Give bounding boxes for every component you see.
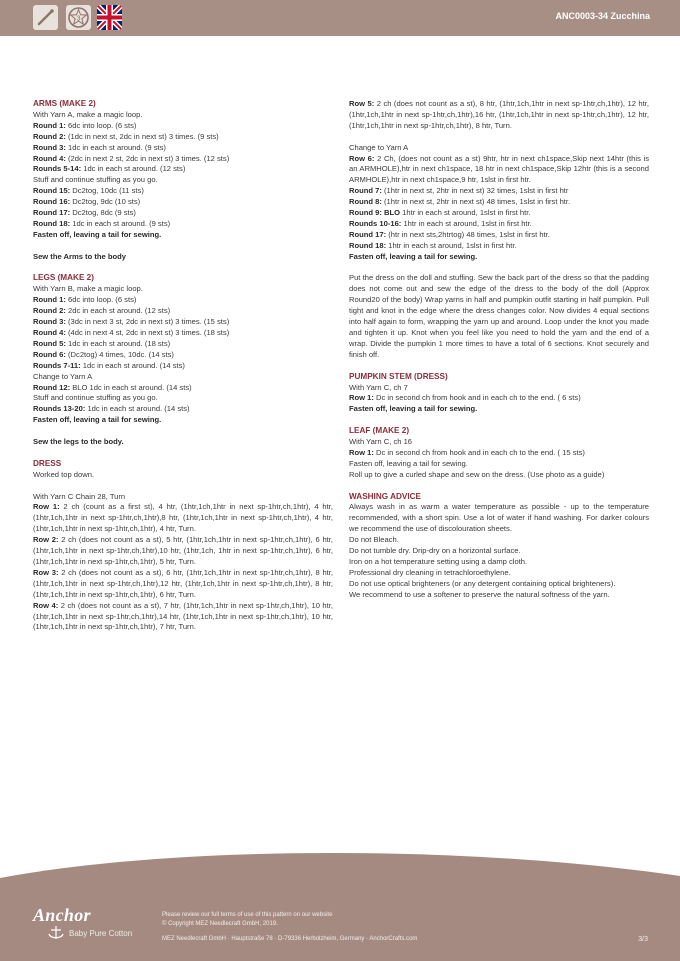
step-text: 1dc in each st around. (18 sts) (65, 338, 171, 348)
step-text: BLO 1dc in each st around. (14 sts) (70, 382, 192, 392)
step-label: Round 4: (33, 328, 66, 337)
section-heading: WASHING ADVICE (349, 491, 422, 501)
instruction-line (349, 186, 649, 197)
step-text: Fasten off, leaving a tail for sewing. (349, 458, 468, 468)
crochet-hook-icon (33, 5, 58, 30)
step-label: Row 6: (349, 153, 375, 163)
step-text: Change to Yarn A (33, 371, 93, 381)
step-text: Roll up to give a curled shape and sew on the dress. (Use photo as a guide) (349, 469, 605, 479)
step-label: Rounds 7-11: (33, 360, 81, 370)
step-text: Dc2tog, 9dc (10 sts) (70, 197, 141, 207)
spacer (33, 448, 333, 459)
instruction-line (33, 601, 333, 634)
brand-name: Anchor (33, 905, 91, 925)
step-label: Round 12: (33, 382, 71, 392)
instruction-line (349, 404, 649, 415)
step-text: 6dc into loop. (6 sts) (65, 295, 137, 305)
instruction-line (33, 372, 333, 383)
instruction-line (33, 415, 333, 426)
section-heading: LEGS (MAKE 2) (33, 273, 94, 283)
step-label: Round 17: (349, 229, 387, 239)
step-label: Row 5: (349, 99, 375, 108)
instruction-line (349, 579, 649, 590)
instruction-line (33, 154, 333, 165)
step-label: Sew the Arms to the body (33, 251, 126, 261)
step-text: 1dc in each st around. (14 sts) (85, 404, 190, 414)
instruction-line (349, 557, 649, 568)
step-label: Round 2: (33, 306, 66, 316)
step-label: Round 1: (33, 120, 66, 130)
step-label: Row 1: (349, 447, 374, 457)
instruction-line (349, 535, 649, 546)
step-label: Round 18: (349, 240, 387, 250)
instruction-line (33, 219, 333, 230)
step-text: (1htr in next st, 2htr in next st) 32 times, 1slst in first htr (381, 186, 569, 196)
copyright-line: © Copyright MEZ Needlecraft GmbH, 2019. (162, 920, 278, 927)
step-label: Row 4: (33, 600, 59, 610)
step-text: 1htr in each st around, 1slst in first htr. (400, 208, 531, 218)
step-text: Worked top down. (33, 469, 95, 479)
step-text: With Yarn A, make a magic loop. (33, 109, 143, 119)
instruction-line (349, 393, 649, 404)
spacer (349, 263, 649, 274)
step-label: Round 5: (33, 338, 66, 348)
step-label: Fasten off, leaving a tail for sewing. (349, 251, 478, 261)
anchor-icon (47, 925, 65, 941)
step-text: 1htr in each st around, 1slst in first htr. (401, 218, 532, 228)
instruction-line (349, 590, 649, 601)
instruction-line (33, 110, 333, 121)
step-text: Stuff and continue stuffing as you go. (33, 175, 158, 185)
step-text: We recommend to use a softener to preserve the natural softness of the yarn. (349, 589, 610, 599)
instruction-line (349, 502, 649, 535)
instruction-line (33, 284, 333, 295)
spacer (349, 415, 649, 426)
step-text: Do not tumble dry. Drip-dry on a horizontal surface. (349, 546, 521, 556)
step-text: 2 Ch, (does not count as a st) 9htr, htr in next ch1space,Skip next 14htr (this is an ARMHOLE),htr in next ch1space, 18 htr in next ch1space,Skip 12htr (this is a second ARMHOLE),htr in next ch1space,9 htr, 1slst in first htr. (349, 153, 649, 185)
instruction-line (349, 273, 649, 360)
step-text: Dc2tog, 10dc (11 sts) (70, 186, 144, 196)
step-text: Dc in second ch from hook and in each ch to the end. ( 6 sts) (373, 393, 581, 403)
anchor-logo (33, 905, 133, 938)
instruction-line (33, 175, 333, 186)
step-label: Row 1: (349, 393, 374, 403)
instruction-line (33, 404, 333, 415)
spacer (33, 426, 333, 437)
step-label: Round 16: (33, 197, 71, 207)
terms-text (162, 911, 332, 928)
instruction-line (33, 121, 333, 132)
step-text: Change to Yarn A (349, 142, 409, 152)
instruction-line (349, 383, 649, 394)
header-bar (0, 0, 680, 36)
instruction-line (33, 492, 333, 503)
instruction-line (33, 502, 333, 535)
step-text: Always wash in as warm a water temperature as possible - up to the temperature recommended, with a short spin. Use a lot of water if hand washing. For darker colours we recommend the use of discolouration sheets. (349, 502, 649, 534)
instruction-line (33, 132, 333, 143)
instruction-line (33, 470, 333, 481)
step-label: Round 8: (349, 197, 382, 207)
step-label: Round 3: (33, 142, 66, 152)
spacer (33, 481, 333, 492)
instruction-line (349, 568, 649, 579)
step-text: (4dc in next 4 st, 2dc in next st) 3 times. (18 sts) (65, 328, 230, 337)
step-text: (1dc in next st, 2dc in next st) 3 times. (9 sts) (65, 131, 219, 141)
step-text: (1htr in next st, 2htr in next st) 48 times, 1slst in first htr. (381, 197, 571, 207)
step-label: Round 17: (33, 208, 71, 218)
instruction-line (349, 230, 649, 241)
page-number: 3/3 (638, 936, 648, 943)
instruction-line (349, 241, 649, 252)
spacer (349, 481, 649, 492)
step-label: Round 3: (33, 317, 66, 327)
step-label: Row 1: (33, 502, 60, 512)
step-text: Dc in second ch from hook and in each ch to the end. ( 15 sts) (373, 447, 585, 457)
step-text: Stuff and continue stuffing as you go. (33, 393, 158, 403)
step-text: Put the dress on the doll and stuffing. Sew the back part of the dress so that the padding does not come out and sew the edge of the dress to the body of the doll (Approx Round20 of the body) Wrap yarns in half and pumpkin outfit starting in half pumpkin. Pull tight and knot in the edge where the dress changes color. Now divides 4 equal sections into half again to form, wrapping the yarn up and around. Loop under the knot you made and tighten it up. Knot when you feel like you need to hold the yarn and the end of a wrap. Divide the pumpkin 1 more times to have a total of 6 sections. Knot securely and finish off. (349, 273, 649, 359)
instruction-line (33, 383, 333, 394)
instruction-line (33, 306, 333, 317)
step-text: 2 ch (does not count as a st), 6 htr, (1htr,1ch,1htr in next sp-1htr,ch,1htr), 8 htr, (1htr,1ch,1htr in next sp-1htr,ch,1htr),12 htr, (1htr,1ch,1htr in next sp-1htr,ch,1htr), 8 htr, (1htr,1ch,1htr in next sp-1htr,ch,1htr), 6 htr, Turn. (33, 567, 333, 599)
step-label: Round 6: (33, 349, 66, 359)
instruction-line (33, 295, 333, 306)
instruction-line (349, 197, 649, 208)
step-label: Round 1: (33, 295, 66, 305)
step-label: Round 18: (33, 218, 71, 228)
step-text: (2dc in next 2 st, 2dc in next st) 3 times. (12 sts) (65, 153, 230, 163)
difficulty-badge-icon (66, 5, 91, 30)
sub-brand: Baby Pure Cotton (69, 929, 133, 938)
section-heading: DRESS (33, 458, 62, 468)
instruction-line (349, 448, 649, 459)
instruction-line (349, 219, 649, 230)
instruction-line (33, 252, 333, 263)
instruction-line (33, 164, 333, 175)
step-label: Fasten off, leaving a tail for sewing. (33, 229, 162, 239)
instruction-line (33, 535, 333, 568)
step-text: With Yarn C, ch 16 (349, 437, 413, 447)
step-label: Round 15: (33, 186, 71, 196)
uk-flag-icon (97, 5, 122, 30)
document-code: ANC0003-34 Zucchina (555, 11, 650, 21)
step-text: Iron on a hot temperature setting using a damp cloth. (349, 556, 528, 566)
spacer (349, 361, 649, 372)
step-label: Rounds 5-14: (33, 164, 82, 174)
left-column (33, 99, 333, 633)
spacer (33, 241, 333, 252)
instruction-line (33, 350, 333, 361)
section-heading: ARMS (MAKE 2) (33, 99, 96, 108)
step-label: Rounds 13-20: (33, 404, 86, 414)
step-text: 2 ch (does not count as a st), 8 htr, (1htr,1ch,1htr in next sp-1htr,ch,1htr), 12 htr, (1htr,1ch,1htr in next sp-1htr,ch,1htr),16 htr, (1htr,1ch,1htr in next sp-1htr,ch,1htr), 12 htr, (1htr,1ch,1htr in next sp-1htr,ch,1htr), 8 htr, Turn. (349, 99, 649, 130)
step-label: Row 3: (33, 567, 59, 577)
step-text: 2 ch (does not count as a st), 5 htr, (1htr,1ch,1htr in next sp-1htr,ch,1htr), 6 htr, (1htr,1ch,1htr in next sp-1htr,ch,1htr),10 htr, (1htr,1ch, 1htr in next sp-1htr,ch,1htr), 6 htr, (1htr,1ch,1htr in next sp-1htr,ch,1htr), 5 htr, Turn. (33, 535, 333, 566)
step-text: Dc2tog, 8dc (9 sts) (70, 208, 136, 218)
instruction-line (33, 437, 333, 448)
instruction-line (33, 197, 333, 208)
instruction-line (349, 154, 649, 187)
step-text: (htr in next sts,2htrtog) 48 times, 1slst in first htr. (386, 229, 550, 239)
instruction-line (349, 252, 649, 263)
step-label: Rounds 10-16: (349, 218, 402, 228)
step-text: Professional dry cleaning in tetrachloroethylene. (349, 567, 511, 577)
instruction-line (349, 143, 649, 154)
step-label: Sew the legs to the body. (33, 437, 124, 447)
right-column (349, 99, 649, 601)
step-label: Round 2: (33, 131, 66, 141)
instruction-line (33, 568, 333, 601)
terms-line: Please review our full terms of use of this pattern on our website (162, 912, 333, 918)
step-label: Round 4: (33, 153, 66, 163)
step-label: Fasten off, leaving a tail for sewing. (349, 404, 478, 414)
difficulty-level: 3 (76, 15, 81, 23)
footer-wave (0, 850, 680, 961)
instruction-line (33, 361, 333, 372)
step-text: With Yarn C Chain 28, Turn (33, 491, 126, 501)
instruction-line (349, 459, 649, 470)
instruction-line (33, 339, 333, 350)
step-text: 6dc into loop. (6 sts) (65, 120, 137, 130)
step-label: Round 7: (349, 186, 382, 196)
instruction-line (33, 143, 333, 154)
step-text: Do not Bleach. (349, 535, 399, 545)
instruction-line (349, 437, 649, 448)
company-address: MEZ Needlecraft GmbH · Hauptstraße 78 · D-79336 Herbolzheim, Germany · AnchorCrafts.com (162, 936, 418, 942)
instruction-line (33, 317, 333, 328)
step-text: 1dc in each st around. (9 sts) (70, 218, 171, 228)
step-text: (Dc2tog) 4 times, 10dc. (14 sts) (65, 349, 174, 359)
spacer (33, 263, 333, 274)
instruction-line (349, 99, 649, 132)
section-heading: PUMPKIN STEM (DRESS) (349, 371, 448, 381)
instruction-line (349, 208, 649, 219)
footer (0, 850, 680, 961)
instruction-line (33, 186, 333, 197)
instruction-line (33, 393, 333, 404)
instruction-line (33, 208, 333, 219)
step-text: 1dc in each st around. (14 sts) (80, 360, 185, 370)
step-text: 1dc in each st around. (9 sts) (65, 142, 166, 152)
step-label: Row 2: (33, 535, 59, 545)
step-text: (3dc in next 3 st, 2dc in next st) 3 times. (15 sts) (65, 317, 230, 327)
step-text: 2dc in each st around. (12 sts) (65, 306, 171, 316)
spacer (349, 132, 649, 143)
step-text: With Yarn C, ch 7 (349, 382, 408, 392)
step-text: Do not use optical brighteners (or any detergent containing optical brighteners). (349, 578, 616, 588)
instruction-line (33, 328, 333, 339)
step-text: 2 ch (count as a first st), 4 htr, (1htr,1ch,1htr in next sp-1htr,ch,1htr), 4 htr, (1htr,1ch,1htr in next sp-1htr,ch,1htr),8 htr, (1htr,1ch,1htr in next sp-1htr,ch,1htr), 4 htr, (1htr,1ch,1htr in next sp-1htr,ch,1htr), 4 htr, Turn. (33, 502, 333, 534)
instruction-line (33, 230, 333, 241)
step-text: 1htr in each st around, 1slst in first htr. (386, 240, 517, 250)
step-text: With Yarn B, make a magic loop. (33, 284, 143, 294)
step-label: Round 9: BLO (349, 208, 401, 218)
step-label: Fasten off, leaving a tail for sewing. (33, 415, 162, 425)
instruction-line (349, 470, 649, 481)
step-text: 2 ch (does not count as a st), 7 htr, (1htr,1ch,1htr in next sp-1htr,ch,1htr), 10 htr, (1htr,1ch,1htr in next sp-1htr,ch,1htr),14 htr, (1htr,1ch,1htr in next sp-1htr,ch,1htr), 10 htr, (1htr,1ch,1htr in next sp-1htr,ch,1htr), 7 htr, Turn. (33, 600, 333, 632)
instruction-line (349, 546, 649, 557)
section-heading: LEAF (MAKE 2) (349, 426, 410, 436)
step-text: 1dc in each st around. (12 sts) (81, 164, 186, 174)
